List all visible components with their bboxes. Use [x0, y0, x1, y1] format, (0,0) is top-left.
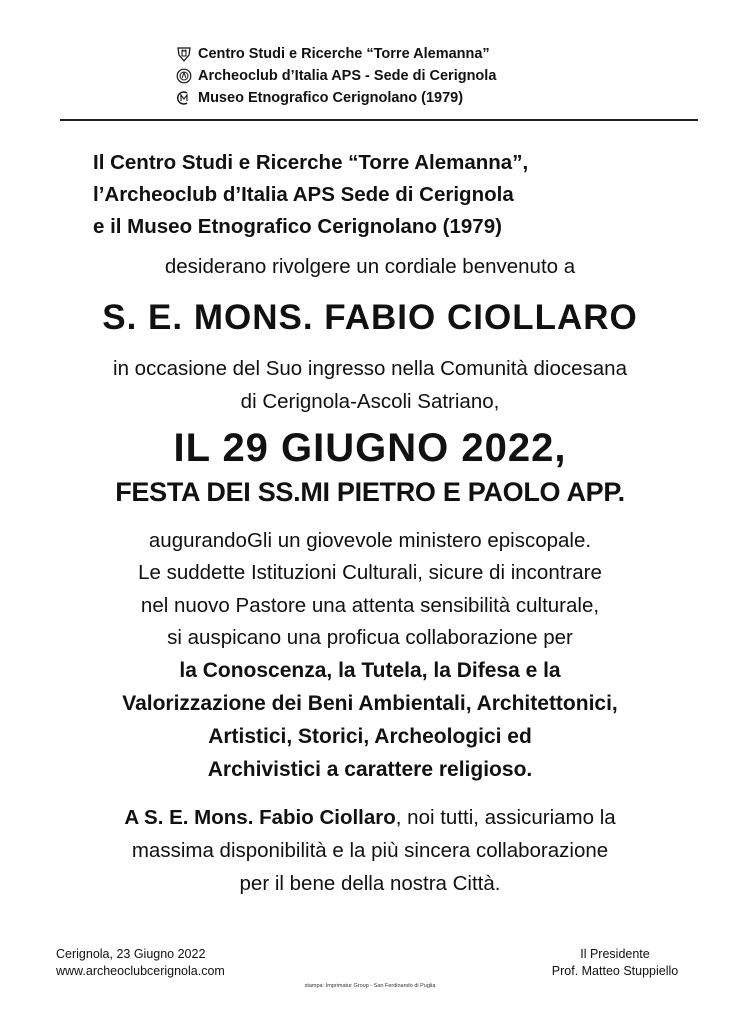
goals-line: la Conoscenza, la Tutela, la Difesa e la	[179, 659, 561, 682]
footer-left	[56, 946, 225, 980]
org-line: Il Centro Studi e Ricerche “Torre Alemanna”,	[93, 151, 529, 174]
header-divider	[60, 119, 698, 121]
letterhead-text: Centro Studi e Ricerche “Torre Alemanna”	[198, 46, 490, 62]
occasion-line: in occasione del Suo ingresso nella Comunità diocesana	[113, 357, 627, 380]
tower-emblem-icon	[176, 46, 192, 62]
org-line: e il Museo Etnografico Cerignolano (1979)	[93, 215, 502, 238]
museum-monogram-icon	[176, 90, 192, 106]
letterhead-text: Museo Etnografico Cerignolano (1979)	[198, 90, 464, 106]
honoree-name: S. E. MONS. FABIO CIOLLARO	[102, 298, 638, 337]
wishes-line: si auspicano una proficua collaborazione per	[167, 626, 573, 649]
org-line: l’Archeoclub d’Italia APS Sede di Cerignola	[93, 183, 514, 206]
footer-signature	[540, 946, 690, 980]
letterhead-line-museo	[176, 88, 463, 108]
feast-title: FESTA DEI SS.MI PIETRO E PAOLO APP.	[115, 477, 625, 507]
occasion-line: di Cerignola-Ascoli Satriano,	[240, 390, 500, 413]
signatory-role: Il Presidente	[580, 947, 650, 961]
printer-credit: stampa: Imprimatur Group - San Ferdinando di Puglia	[304, 983, 436, 989]
letterhead-text: Archeoclub d’Italia APS - Sede di Cerignola	[198, 68, 497, 84]
closing-line: massima disponibilità e la più sincera collaborazione	[131, 839, 609, 862]
closing-line: per il bene della nostra Città.	[239, 872, 501, 895]
archeoclub-emblem-icon	[176, 68, 192, 84]
closing-line	[0, 806, 740, 830]
goals-line: Artistici, Storici, Archeologici ed	[208, 725, 532, 748]
wishes-line: Le suddette Istituzioni Culturali, sicure di incontrare	[138, 561, 602, 584]
organizations-block	[93, 147, 713, 243]
goals-line: Valorizzazione dei Beni Ambientali, Architettonici,	[122, 692, 618, 715]
website-link[interactable]: www.archeoclubcerignola.com	[56, 964, 225, 978]
closing-dedication: A S. E. Mons. Fabio Ciollaro	[124, 806, 396, 829]
wishes-line: augurandoGli un giovevole ministero episcopale.	[148, 529, 592, 552]
goals-line: Archivistici a carattere religioso.	[207, 758, 533, 781]
wishes-line: nel nuovo Pastore una attenta sensibilità culturale,	[140, 594, 600, 617]
closing-text: , noi tutti, assicuriamo la	[395, 806, 616, 829]
letterhead-line-archeoclub	[176, 66, 496, 86]
signatory-name: Prof. Matteo Stuppiello	[551, 964, 679, 978]
event-date: IL 29 GIUGNO 2022,	[173, 426, 567, 470]
letterhead-line-torre	[176, 44, 490, 64]
greeting-line: desiderano rivolgere un cordiale benvenuto a	[164, 255, 576, 278]
place-date: Cerignola, 23 Giugno 2022	[56, 947, 206, 961]
